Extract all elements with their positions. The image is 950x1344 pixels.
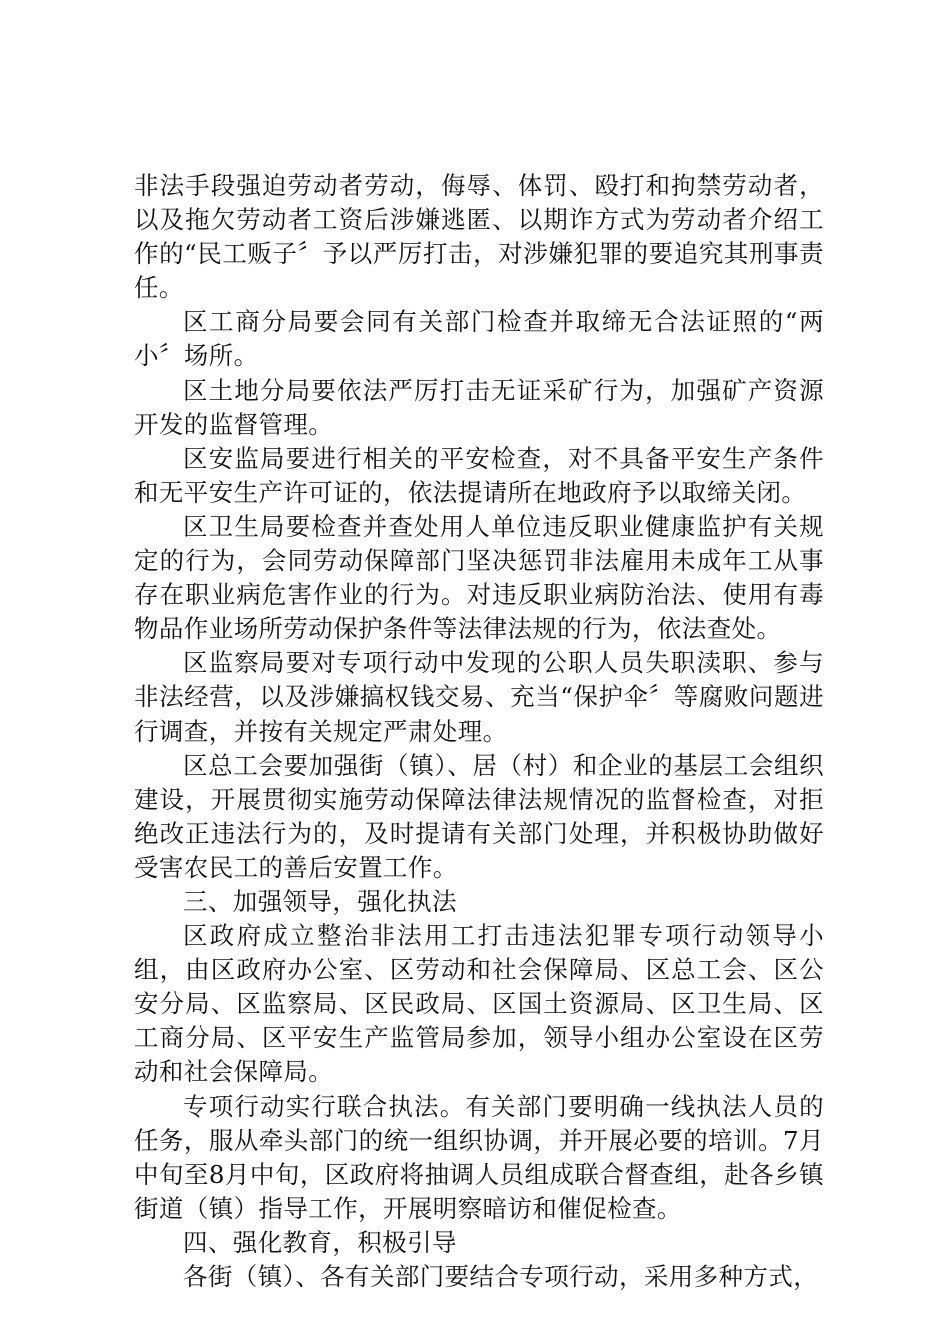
- paragraph: 区监察局要对专项行动中发现的公职人员失职渎职、参与非法经营，以及涉嫌搞权钱交易、充当“保护伞〞等腐败问题进行调查，并按有关规定严肃处理。: [134, 648, 824, 746]
- paragraph: 各街（镇）、各有关部门要结合专项行动，采用多种方式，: [183, 1262, 819, 1291]
- paragraph: 区安监局要进行相关的平安检查，对不具备平安生产条件和无平安生产许可证的，依法提请所在地政府予以取缔关闭。: [134, 443, 824, 507]
- document-body: [134, 169, 824, 1294]
- paragraph: 区工商分局要会同有关部门检查并取缔无合法证照的“两小〞场所。: [134, 307, 824, 371]
- section-heading: 四、强化教育，积极引导: [183, 1227, 457, 1257]
- paragraph: 区土地分局要依法严厉打击无证采矿行为，加强矿产资源开发的监督管理。: [134, 375, 824, 439]
- paragraph: 非法手段强迫劳动者劳动，侮辱、体罚、殴打和拘禁劳动者，以及拖欠劳动者工资后涉嫌逃匿、以期诈方式为劳动者介绍工作的“民工贩子〞予以严厉打击，对涉嫌犯罪的要追究其刑事责任。: [134, 171, 824, 303]
- paragraph: 区总工会要加强街（镇）、居（村）和企业的基层工会组织建设，开展贯彻实施劳动保障法律法规情况的监督检查，对拒绝改正违法行为的，及时提请有关部门处理，并积极协助做好受害农民工的善后安置工作。: [134, 750, 824, 882]
- paragraph: 区政府成立整治非法用工打击违法犯罪专项行动领导小组，由区政府办公室、区劳动和社会保障局、区总工会、区公安分局、区监察局、区民政局、区国土资源局、区卫生局、区工商分局、区平安生产监管局参加，领导小组办公室设在区劳动和社会保障局。: [134, 921, 824, 1087]
- paragraph: 专项行动实行联合执法。有关部门要明确一线执法人员的任务，服从牵头部门的统一组织协调，并开展必要的培训。7月中旬至8月中旬，区政府将抽调人员组成联合督查组，赴各乡镇街道（镇）指导工作，开展明察暗访和催促检查。: [134, 1091, 824, 1223]
- paragraph: 区卫生局要检查并查处用人单位违反职业健康监护有关规定的行为，会同劳动保障部门坚决惩罚非法雇用未成年工从事存在职业病危害作业的行为。对违反职业病防治法、使用有毒物品作业场所劳动保护条件等法律法规的行为，依法查处。: [134, 511, 824, 644]
- section-heading: 三、加强领导，强化执法: [183, 886, 457, 916]
